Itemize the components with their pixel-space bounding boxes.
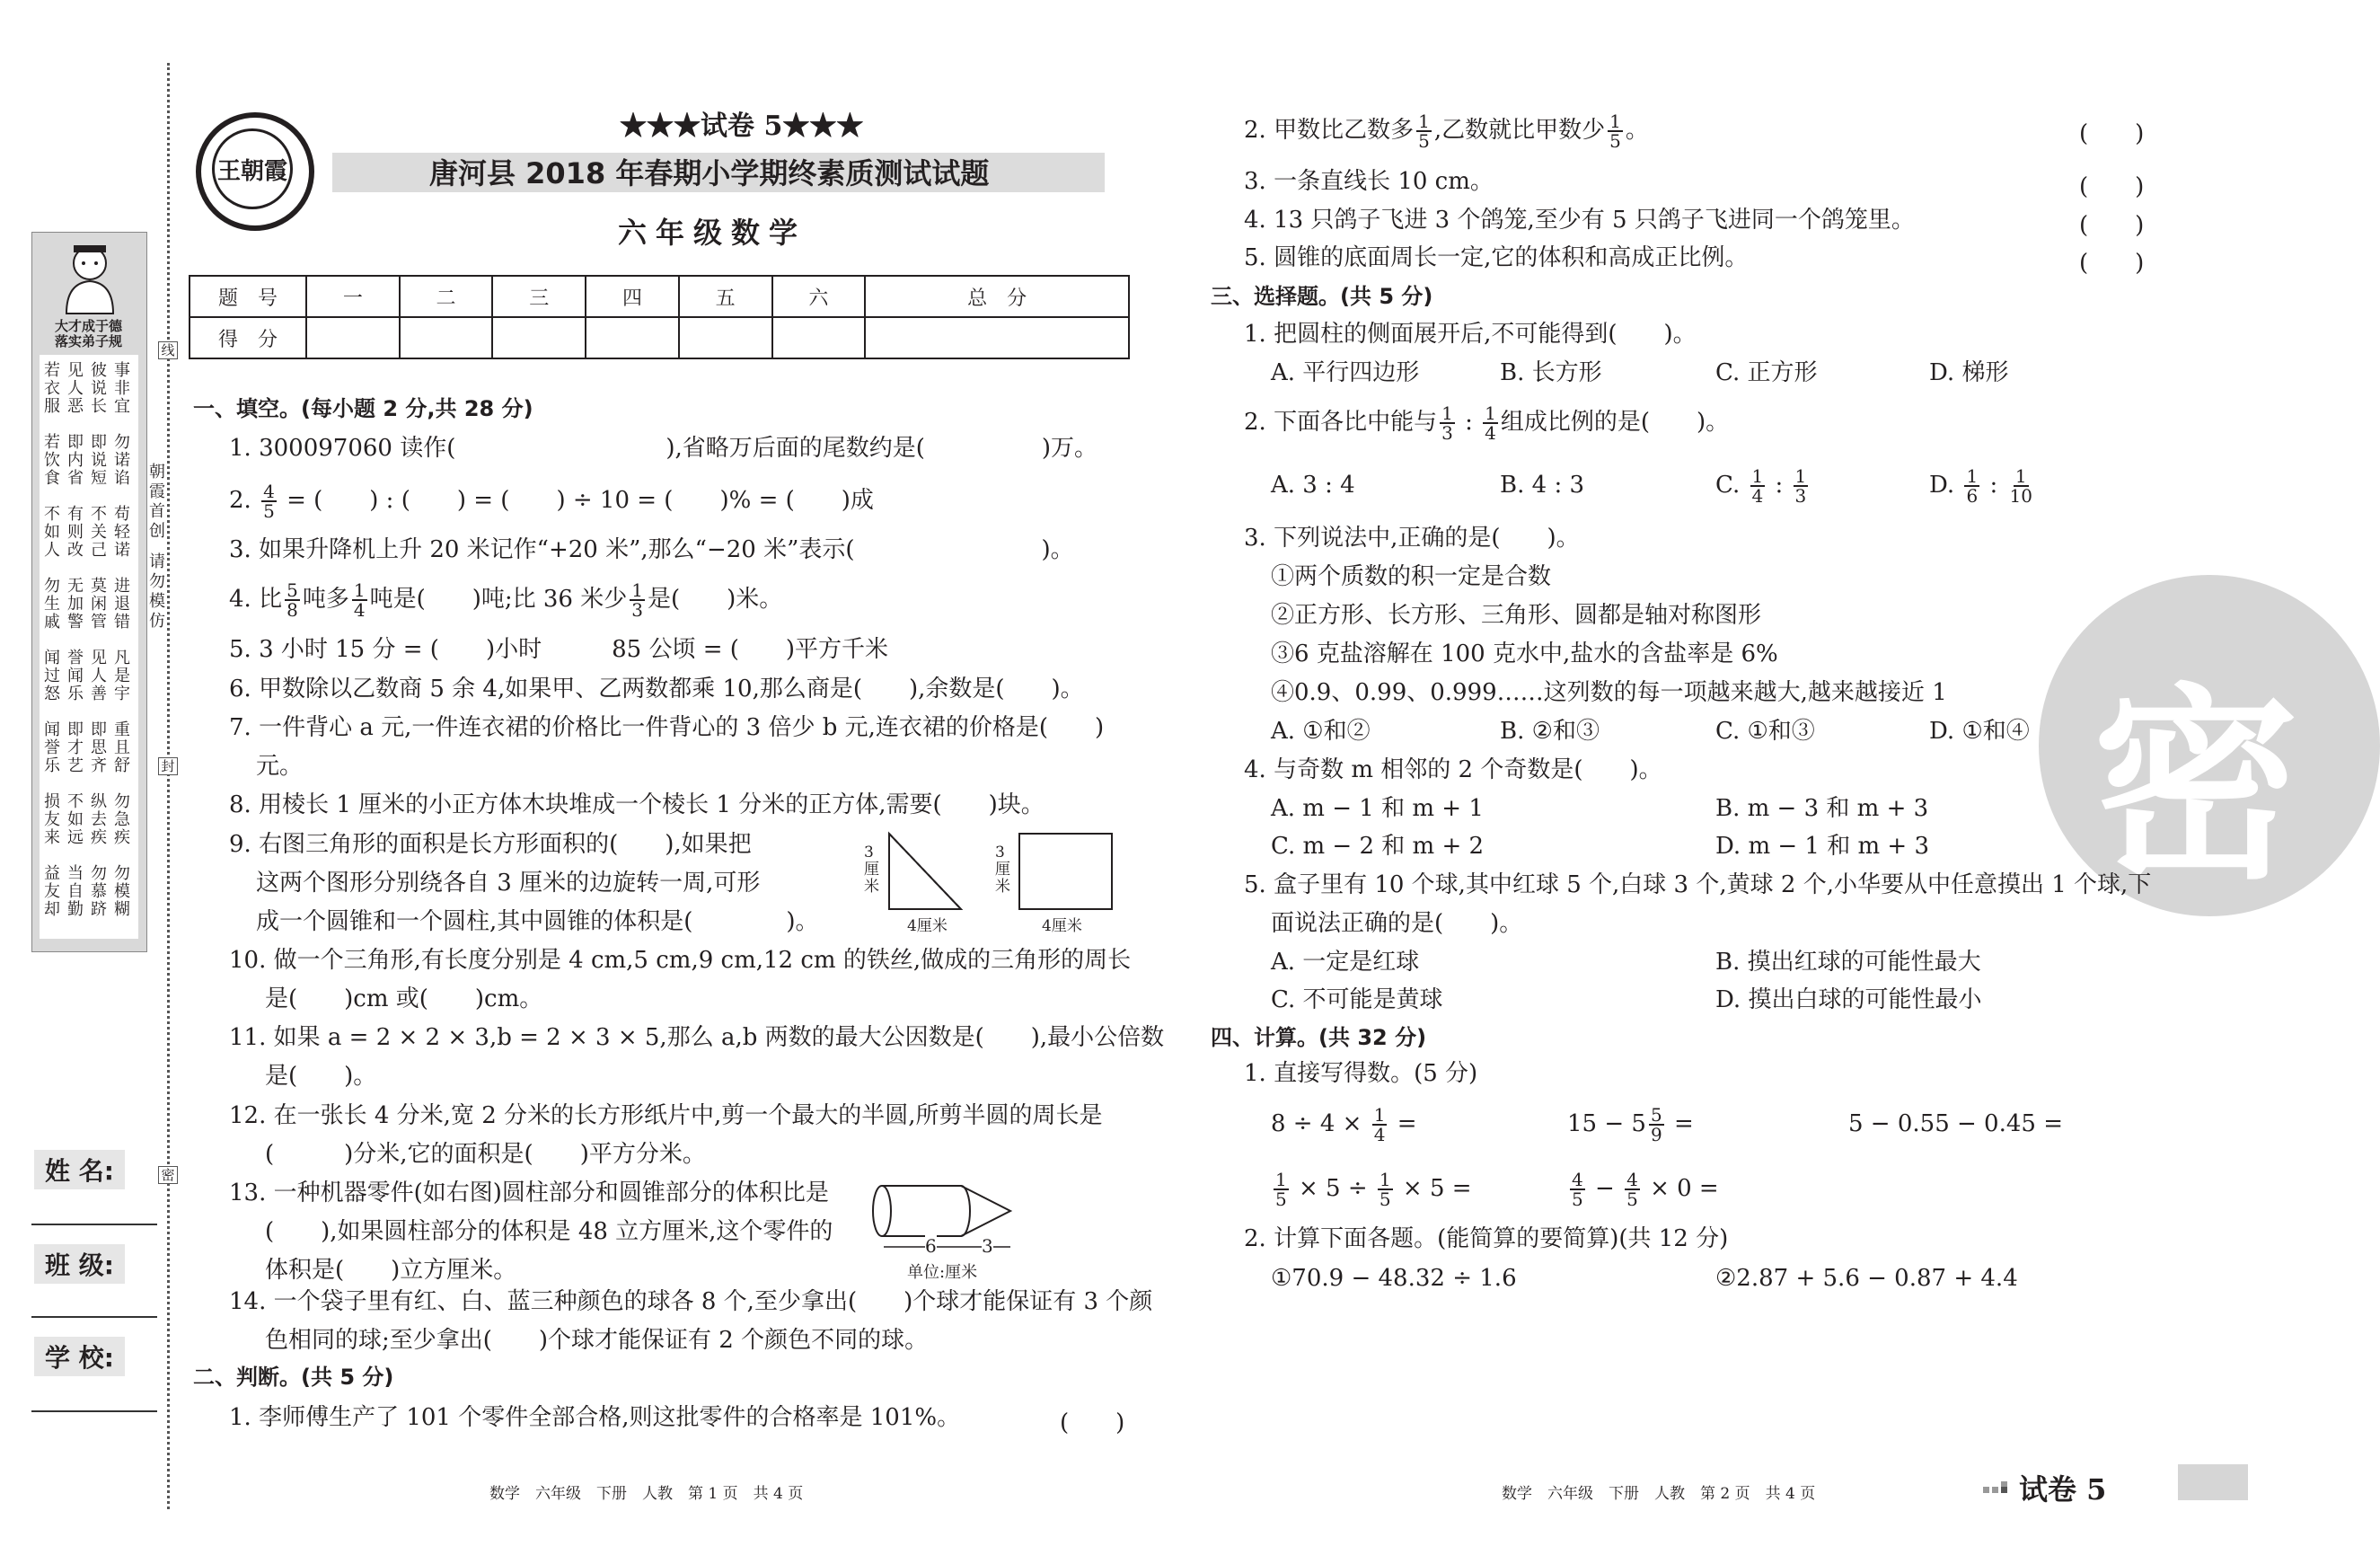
vertical-note-2: 请 勿 模 仿	[149, 552, 165, 631]
choice-3-option-a[interactable]: A. ①和②	[1271, 718, 1371, 745]
verse-col: 益 友 却	[44, 864, 60, 919]
vertical-note-1: 朝 霞 首 创	[149, 463, 165, 541]
q9-rect-side-label: 3 厘 米	[995, 844, 1010, 896]
choice-3-statement-3: ③6 克盐溶解在 100 克水中,盐水的含盐率是 6%	[1271, 641, 1778, 667]
logo-text: 王朝霞	[212, 128, 293, 209]
choice-4-option-a[interactable]: A. m − 1 和 m + 1	[1271, 795, 1484, 822]
verse-col: 有 则 改	[67, 505, 84, 560]
question-11-line-1: 11. 如果 a = 2 × 2 × 3,b = 2 × 3 × 5,那么 a,b 两数的最大公因数是( ),最小公倍数	[229, 1024, 1165, 1051]
q13-cyl-length: 6	[925, 1233, 937, 1259]
verse-col: 勿 急 疾	[114, 792, 130, 847]
judge-1: 1. 李师傅生产了 101 个零件全部合格,则这批零件的合格率是 101%。	[229, 1404, 961, 1431]
q4-text: 4. 比	[229, 586, 283, 613]
fraction: $\frac{1}{5}$	[1609, 110, 1621, 152]
rectangle-shape	[1019, 834, 1112, 909]
score-cell: 三	[492, 276, 586, 317]
question-10-line-1: 10. 做一个三角形,有长度分别是 4 cm,5 cm,9 cm,12 cm 的铁丝,做成的三角形的周长	[229, 947, 1132, 974]
answer-paren[interactable]: ( )	[2079, 120, 2145, 147]
verse-col: 闻 誉 乐	[44, 720, 60, 775]
question-1: 1. 300097060 读作( ),省略万后面的尾数约是( )万。	[229, 435, 1098, 462]
verse-col: 不 关 己	[91, 505, 107, 560]
choice-3-option-b[interactable]: B. ②和③	[1500, 718, 1600, 745]
choice-4-option-d[interactable]: D. m − 1 和 m + 3	[1715, 833, 1929, 860]
choice-5-option-d[interactable]: D. 摸出白球的可能性最小	[1715, 986, 1982, 1013]
question-6: 6. 甲数除以乙数商 5 余 4,如果甲、乙两数都乘 10,那么商是( ),余数是( )。	[229, 676, 1084, 702]
fraction: $\frac{1}{4}$	[1373, 1104, 1386, 1145]
seal-mark-line: 线	[158, 341, 178, 359]
j2-text: 2. 甲数比乙数多	[1244, 117, 1415, 144]
verse-col: 勿 诺 谄	[114, 433, 130, 488]
verse-col: 誉 闻 乐	[67, 649, 84, 703]
calc-1-expr-4	[1271, 1164, 1472, 1213]
verse-col: 损 友 来	[44, 792, 60, 847]
score-input[interactable]	[865, 317, 1129, 358]
class-field[interactable]	[31, 1316, 157, 1318]
question-8: 8. 用棱长 1 厘米的小正方体木块堆成一个棱长 1 分米的正方体,需要( )块。	[229, 791, 1045, 818]
q4-text: 是( )米。	[647, 586, 783, 613]
verse-col: 纵 去 疾	[91, 792, 107, 847]
choice-3-statement-4: ④0.9、0.99、0.999……这列数的每一项越来越大,越来越接近 1	[1271, 679, 1947, 706]
question-number: 2.	[229, 487, 251, 514]
choice-3-option-c[interactable]: C. ①和③	[1715, 718, 1815, 745]
section-3-heading: 三、选择题。(共 5 分)	[1211, 284, 1433, 309]
verse-col: 勿 生 戚	[44, 577, 60, 632]
choice-5-line-2: 面说法正确的是( )。	[1271, 910, 1523, 937]
verse-col: 即 思 齐	[91, 720, 107, 775]
fraction: $\frac{5}{8}$	[286, 579, 298, 621]
verse-col: 进 退 错	[114, 577, 130, 632]
verse-col: 见 人 善	[91, 649, 107, 703]
score-input[interactable]	[679, 317, 772, 358]
expr-text: × 0 =	[1650, 1175, 1719, 1202]
q13-figure	[871, 1175, 1033, 1265]
verse-col: 若 衣 服	[44, 361, 60, 416]
question-12-line-1: 12. 在一张长 4 分米,宽 2 分米的长方形纸片中,剪一个最大的半圆,所剪半圆的周长是	[229, 1102, 1103, 1129]
motto-line-1: 大才成于德	[54, 318, 122, 334]
judge-2	[1244, 106, 1649, 155]
choice-5-option-b[interactable]: B. 摸出红球的可能性最大	[1715, 949, 1981, 976]
verse-col: 彼 说 长	[91, 361, 107, 416]
choice-4-option-b[interactable]: B. m − 3 和 m + 3	[1715, 795, 1929, 822]
class-label: 班 级:	[34, 1244, 125, 1284]
question-9-line-1: 9. 右图三角形的面积是长方形面积的( ),如果把	[229, 831, 752, 858]
page-title: 唐河县 2018 年春期小学期终素质测试试题	[429, 156, 990, 190]
verse-col: 勿 模 糊	[114, 864, 130, 919]
question-11-line-2: 是( )。	[265, 1063, 377, 1090]
fraction: $\frac{4}{5}$	[1572, 1169, 1583, 1210]
c2-text: 组成比例的是( )。	[1500, 409, 1730, 436]
binding-dotted-line	[167, 63, 170, 1509]
expr-text: × 5 ÷	[1299, 1175, 1368, 1202]
equals-sign: =	[1397, 1110, 1417, 1137]
seal-mark-secret: 密	[158, 1166, 178, 1184]
choice-1-option-b[interactable]: B. 长方形	[1500, 359, 1602, 386]
subject-title: 六年级数学	[618, 216, 807, 250]
verse-col: 莫 闲 管	[91, 577, 107, 632]
choice-1-option-a[interactable]: A. 平行四边形	[1271, 359, 1420, 386]
answer-paren[interactable]: ( )	[1060, 1409, 1125, 1436]
choice-2-option-d[interactable]: D. $\frac{1}{6}$ : $\frac{1}{10}$	[1929, 465, 2032, 507]
equals-sign: =	[1673, 1110, 1694, 1137]
exam-number-label: 试卷 5	[2019, 1472, 2107, 1507]
score-input[interactable]	[492, 317, 586, 358]
series-label: ★★★试卷 5★★★	[620, 110, 864, 142]
choice-3-statement-1: ①两个质数的积一定是合数	[1271, 563, 1552, 590]
score-cell: 得 分	[190, 317, 306, 358]
verse-col: 不 如 人	[44, 505, 60, 560]
question-9-line-3: 成一个圆锥和一个圆柱,其中圆锥的体积是( )。	[256, 908, 819, 935]
fraction: $\frac{1}{4}$	[353, 579, 366, 621]
fraction: $\frac{1}{3}$	[1794, 465, 1807, 507]
verse-col: 无 加 警	[67, 577, 84, 632]
choice-1-option-d[interactable]: D. 梯形	[1929, 359, 2009, 386]
verse-col: 即 说 短	[91, 433, 107, 488]
verse-col: 苟 轻 诺	[114, 505, 130, 560]
option-letter: C.	[1715, 472, 1741, 499]
fraction: $\frac{1}{4}$	[1485, 402, 1496, 444]
question-2-text: = ( ) : ( ) = ( ) ÷ 10 = ( )% = ( )成	[286, 487, 874, 514]
judge-5: 5. 圆锥的底面周长一定,它的体积和高成正比例。	[1244, 244, 1749, 271]
j2-text: ,乙数就比甲数少	[1433, 117, 1606, 144]
q9-tri-base-label: 4厘米	[907, 917, 948, 935]
answer-paren[interactable]: ( )	[2079, 250, 2145, 277]
question-12-line-2: ( )分米,它的面积是( )平方分米。	[265, 1141, 706, 1168]
stamp-char: 密	[2093, 667, 2300, 907]
answer-paren[interactable]: ( )	[2079, 173, 2145, 200]
calc-1-expr-3: 5 − 0.55 − 0.45 =	[1848, 1110, 2064, 1137]
judge-4: 4. 13 只鸽子飞进 3 个鸽笼,至少有 5 只鸽子飞进同一个鸽笼里。	[1244, 207, 1915, 234]
score-cell: 题 号	[190, 276, 306, 317]
question-9-line-2: 这两个图形分别绕各自 3 厘米的边旋转一周,可形	[256, 870, 761, 897]
verse-col: 凡 是 宇	[114, 649, 130, 703]
sidebar-motto	[36, 318, 141, 349]
q9-rect-base-label: 4厘米	[1042, 917, 1082, 935]
fraction: $\frac{4}{5}$	[263, 481, 275, 522]
section-1-heading: 一、填空。(每小题 2 分,共 28 分)	[193, 396, 533, 421]
cone-shape	[961, 1186, 1010, 1236]
verse-col: 不 如 远	[67, 792, 84, 847]
expr-text: × 5 =	[1402, 1175, 1472, 1202]
verse-col: 若 饮 食	[44, 433, 60, 488]
verse-col: 勿 慕 跻	[91, 864, 107, 919]
score-input[interactable]	[306, 317, 400, 358]
question-2	[229, 476, 874, 525]
fraction: $\frac{1}{10}$	[2009, 465, 2032, 507]
fraction: $\frac{1}{5}$	[1379, 1169, 1391, 1210]
question-10-line-2: 是( )cm 或( )cm。	[265, 985, 543, 1012]
question-3: 3. 如果升降机上升 20 米记作“+20 米”,那么“−20 米”表示( )。	[229, 536, 1074, 563]
sidebar-verses	[40, 355, 138, 939]
fraction: $\frac{5}{9}$	[1650, 1104, 1662, 1145]
question-14-line-2: 色相同的球;至少拿出( )个球才能保证有 2 个颜色不同的球。	[265, 1327, 929, 1354]
option-letter: D.	[1929, 472, 1955, 499]
q13-cone-length: 3	[982, 1233, 993, 1259]
verse-col: 即 内 省	[67, 433, 84, 488]
fraction: $\frac{1}{4}$	[1751, 465, 1764, 507]
calc-1: 1. 直接写得数。(5 分)	[1244, 1060, 1478, 1087]
question-13-line-3: 体积是( )立方厘米。	[265, 1257, 517, 1284]
score-cell: 总 分	[865, 276, 1129, 317]
q13-unit: 单位:厘米	[907, 1263, 978, 1282]
section-4-heading: 四、计算。(共 32 分)	[1211, 1025, 1427, 1050]
score-table-score-row	[190, 317, 1129, 358]
verse-col: 重 且 舒	[114, 720, 130, 775]
school-label: 学 校:	[34, 1337, 125, 1376]
verse-col: 闻 过 怒	[44, 649, 60, 703]
calc-1-expr-2	[1567, 1100, 1694, 1148]
corner-bar	[2178, 1464, 2248, 1500]
calc-2: 2. 计算下面各题。(能简算的要简算)(共 12 分)	[1244, 1225, 1729, 1252]
calc-1-expr-5	[1567, 1164, 1719, 1213]
fraction: $\frac{1}{6}$	[1966, 465, 1979, 507]
choice-4: 4. 与奇数 m 相邻的 2 个奇数是( )。	[1244, 756, 1662, 783]
expr-text: −	[1595, 1175, 1615, 1202]
section-2-heading: 二、判断。(共 5 分)	[193, 1365, 394, 1390]
question-13-line-2: ( ),如果圆柱部分的体积是 48 立方厘米,这个零件的	[265, 1218, 833, 1245]
choice-2: 2. 下面各比中能与 $\frac{1}{3}$ : $\frac{1}{4}$ 组成比例的是( )。	[1244, 402, 1730, 444]
page-footer-2: 数学 六年级 下册 人教 第 2 页 共 4 页	[1502, 1485, 1816, 1503]
choice-5-line-1: 5. 盒子里有 10 个球,其中红球 5 个,白球 3 个,黄球 2 个,小华要从中任意摸出 1 个球,下	[1244, 871, 2152, 898]
choice-5-option-a[interactable]: A. 一定是红球	[1271, 949, 1420, 976]
publisher-logo	[196, 112, 314, 231]
score-table	[189, 275, 1130, 359]
corner-dots	[1983, 1480, 2010, 1493]
score-cell: 二	[400, 276, 493, 317]
choice-3-option-d[interactable]: D. ①和④	[1929, 718, 2030, 745]
q4-text: 吨是( )吨;比 36 米少	[369, 586, 628, 613]
fraction: $\frac{1}{3}$	[631, 579, 643, 621]
q9-tri-side-label: 3 厘 米	[864, 844, 879, 896]
choice-1-option-c[interactable]: C. 正方形	[1715, 359, 1818, 386]
score-cell: 一	[306, 276, 400, 317]
name-field[interactable]	[31, 1224, 157, 1225]
choice-1: 1. 把圆柱的侧面展开后,不可能得到( )。	[1244, 321, 1697, 348]
fraction: $\frac{4}{5}$	[1626, 1169, 1638, 1210]
question-13-line-1: 13. 一种机器零件(如右图)圆柱部分和圆锥部分的体积比是	[229, 1180, 829, 1206]
sidebar-figure	[54, 238, 126, 314]
choice-5-option-c[interactable]: C. 不可能是黄球	[1271, 986, 1443, 1013]
calc-2-expr-1: ①70.9 − 48.32 ÷ 1.6	[1271, 1265, 1517, 1292]
expr-text: 8 ÷ 4 ×	[1271, 1110, 1362, 1137]
q4-text: 吨多	[302, 586, 349, 613]
choice-3: 3. 下列说法中,正确的是( )。	[1244, 525, 1580, 552]
question-4	[229, 575, 782, 623]
question-7-line-2: 元。	[256, 753, 304, 780]
choice-4-option-c[interactable]: C. m − 2 和 m + 2	[1271, 833, 1485, 860]
calc-1-expr-1	[1271, 1100, 1417, 1148]
choice-2-option-a[interactable]: A. 3 : 4	[1271, 472, 1355, 499]
page-footer-1: 数学 六年级 下册 人教 第 1 页 共 4 页	[489, 1485, 804, 1503]
choice-3-statement-2: ②正方形、长方形、三角形、圆都是轴对称图形	[1271, 602, 1762, 629]
score-input[interactable]	[400, 317, 493, 358]
calc-2-expr-2: ②2.87 + 5.6 − 0.87 + 4.4	[1715, 1265, 2018, 1292]
score-table-header-row	[190, 276, 1129, 317]
question-5: 5. 3 小时 15 分 = ( )小时 85 公顷 = ( )平方千米	[229, 636, 889, 663]
fraction: $\frac{1}{5}$	[1275, 1169, 1287, 1210]
choice-2-option-b[interactable]: B. 4 : 3	[1500, 472, 1585, 499]
question-7-line-1: 7. 一件背心 a 元,一件连衣裙的价格比一件背心的 3 倍少 b 元,连衣裙的价格是( )	[229, 714, 1105, 741]
j2-text: 。	[1625, 117, 1649, 144]
name-label: 姓 名:	[34, 1150, 125, 1189]
expr-text: 15 − 5	[1567, 1110, 1646, 1137]
verse-col: 当 自 勤	[67, 864, 84, 919]
fraction: $\frac{1}{3}$	[1441, 402, 1453, 444]
question-14-line-1: 14. 一个袋子里有红、白、蓝三种颜色的球各 8 个,至少拿出( )个球才能保证有 3 个颜	[229, 1288, 1153, 1315]
fraction: $\frac{1}{5}$	[1418, 110, 1430, 152]
judge-3: 3. 一条直线长 10 cm。	[1244, 168, 1494, 195]
score-input[interactable]	[772, 317, 866, 358]
motto-line-2: 落实弟子规	[54, 333, 122, 349]
answer-paren[interactable]: ( )	[2079, 212, 2145, 239]
score-input[interactable]	[586, 317, 679, 358]
verse-col: 见 人 恶	[67, 361, 84, 416]
seal-mark-seal: 封	[158, 757, 178, 775]
score-cell: 六	[772, 276, 866, 317]
verse-col: 事 非 宜	[114, 361, 130, 416]
c2-text: 2. 下面各比中能与	[1244, 409, 1438, 436]
score-cell: 四	[586, 276, 679, 317]
verse-col: 即 才 艺	[67, 720, 84, 775]
choice-2-option-c[interactable]: C. $\frac{1}{4}$ : $\frac{1}{3}$	[1715, 465, 1807, 507]
score-cell: 五	[679, 276, 772, 317]
school-field[interactable]	[31, 1410, 157, 1412]
